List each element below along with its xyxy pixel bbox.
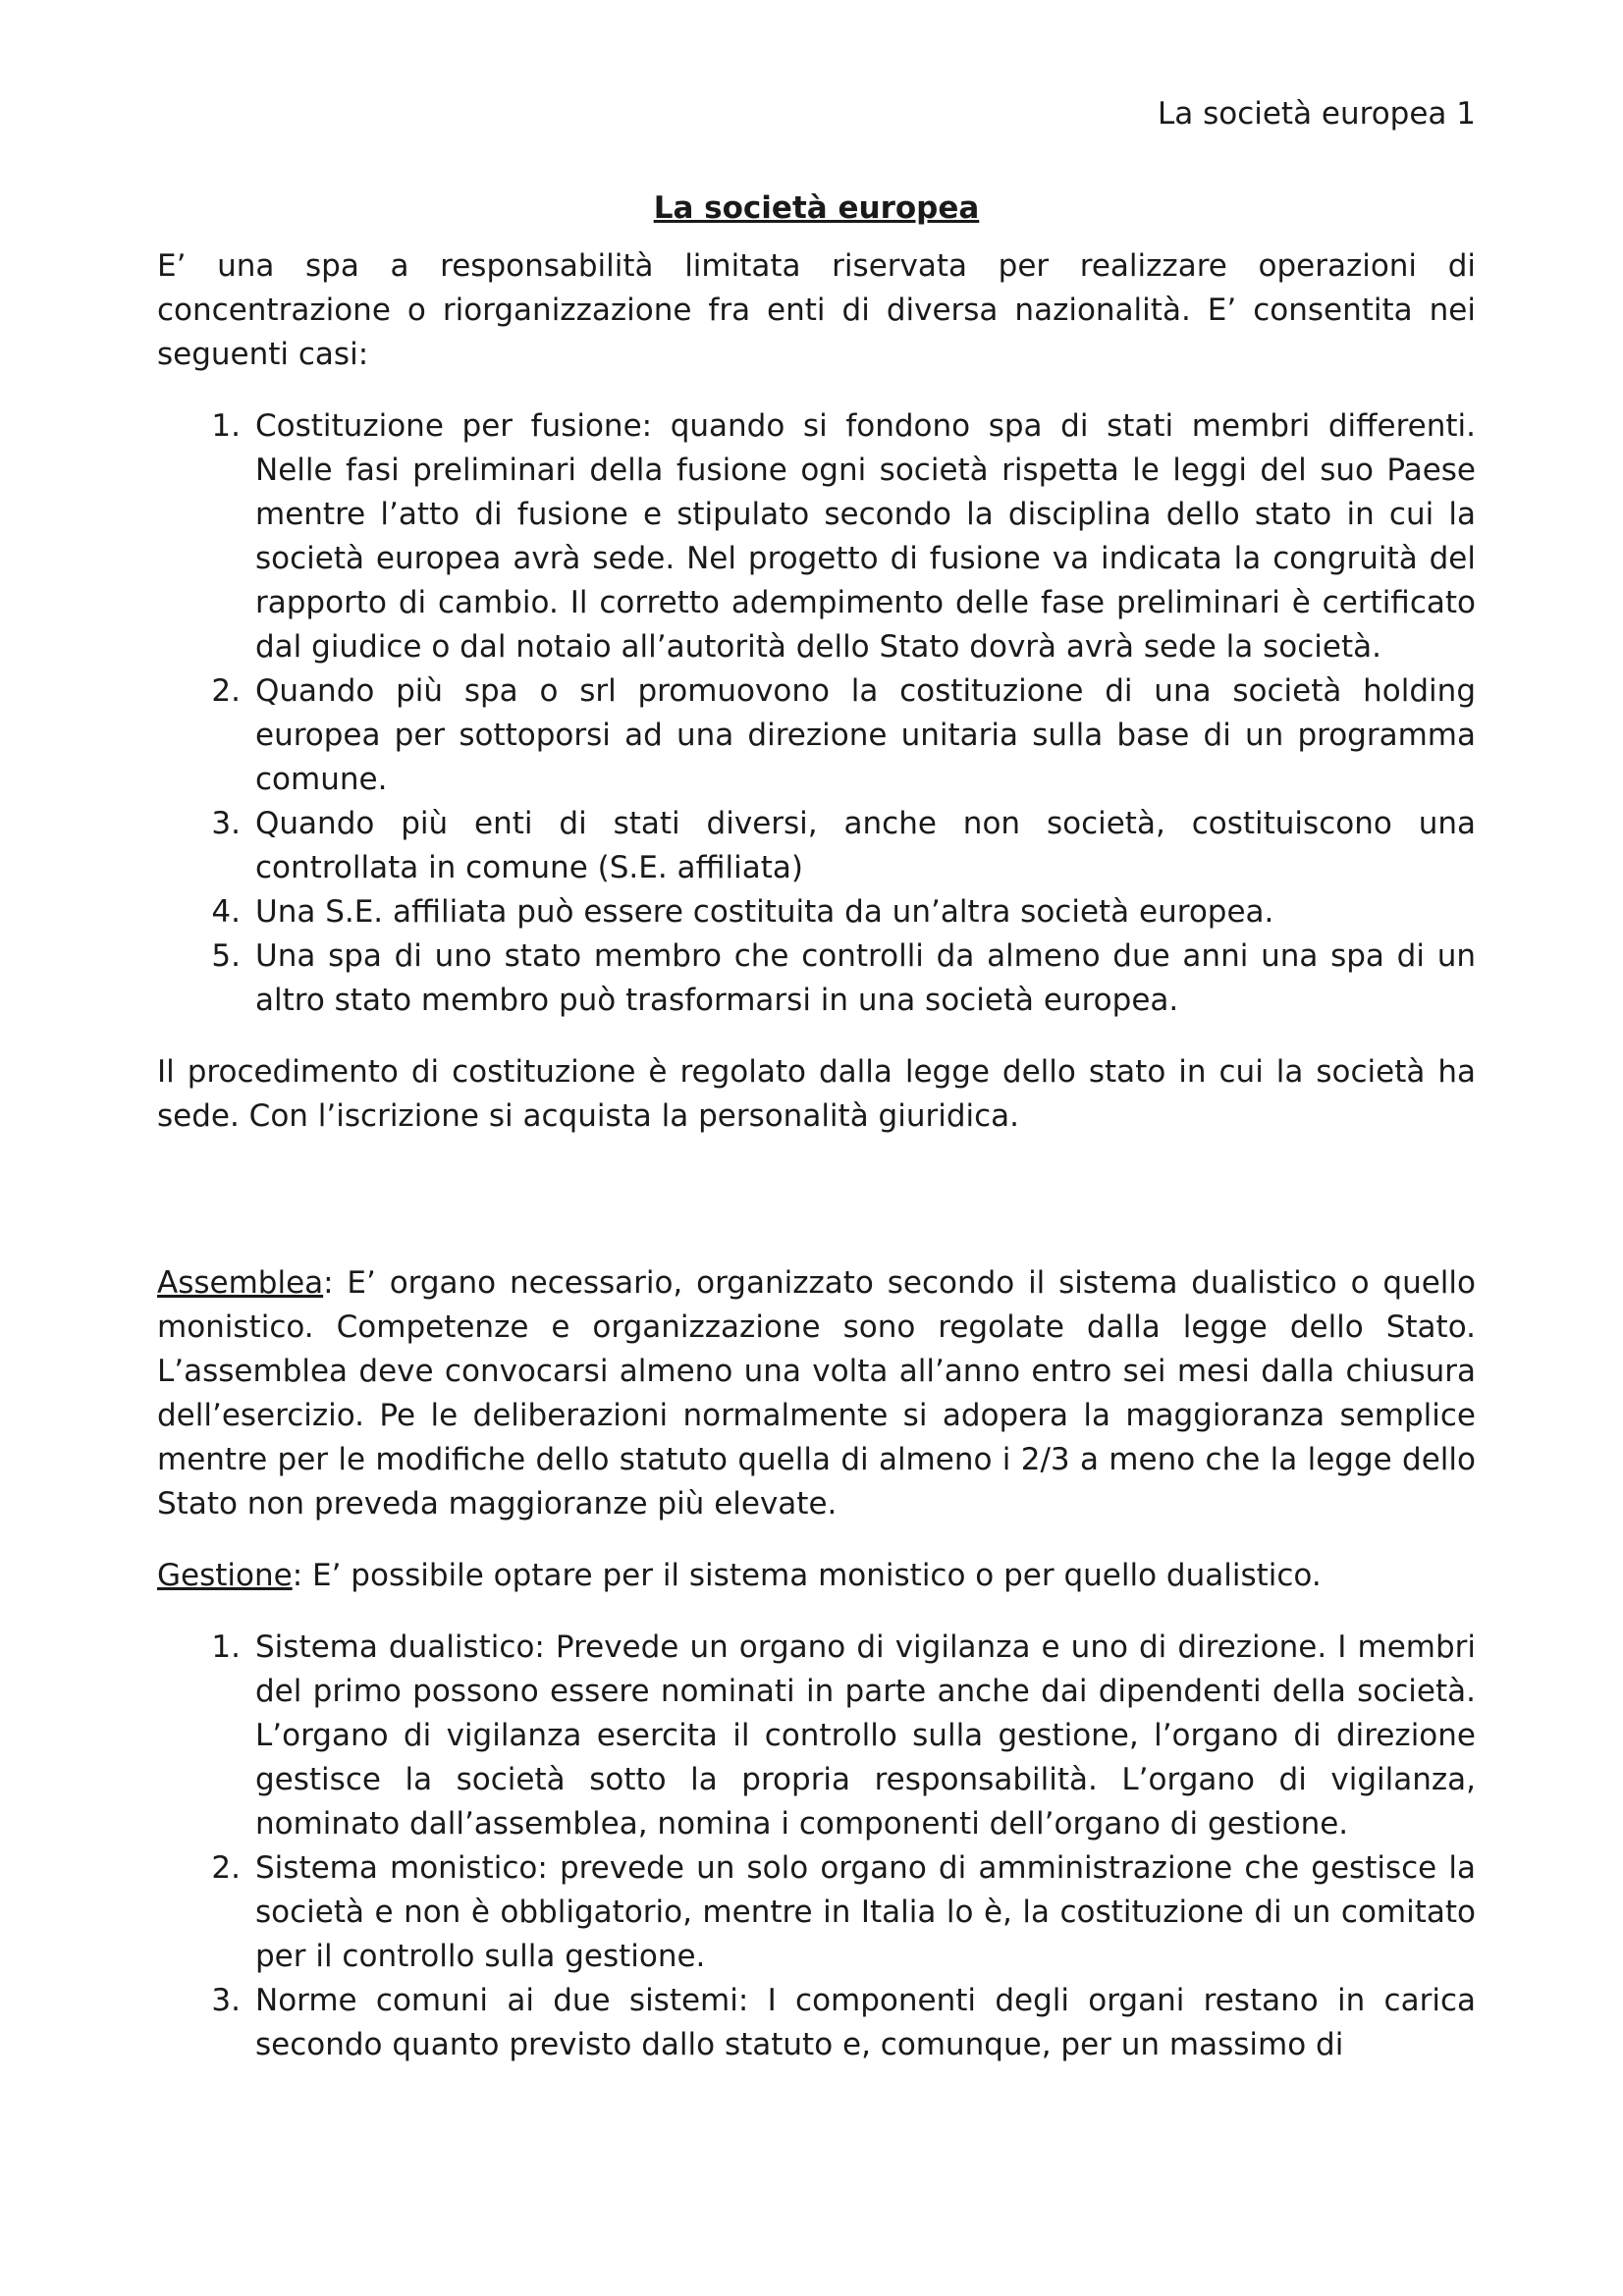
list-item — [157, 934, 1476, 1023]
list-item-number: 4. — [211, 894, 241, 930]
list-item — [157, 669, 1476, 802]
list-item-text: Sistema dualistico: Prevede un organo di vigilanza e uno di direzione. I membri del primo possono essere nominati in parte anche dai dipendenti della società. L’organo di vigilanza esercita il controllo sulla gestione, l’organo di direzione gestisce la società sotto la propria responsabilità. L’organo di vigilanza, nominato dall’assemblea, nomina i componenti dell’organo di gestione. — [255, 1629, 1476, 1842]
list-item-text: Una S.E. affiliata può essere costituita da un’altra società europea. — [255, 894, 1274, 930]
list-item-number: 2. — [211, 1850, 241, 1886]
list-item-number: 1. — [211, 1629, 241, 1665]
assemblea-paragraph — [157, 1261, 1476, 1526]
list-item-text: Norme comuni ai due sistemi: I componenti degli organi restano in carica secondo quanto previsto dallo statuto e, comunque, per un massimo di — [255, 1983, 1476, 2062]
list-item-text: Sistema monistico: prevede un solo organo di amministrazione che gestisce la società e non è obbligatorio, mentre in Italia lo è, la costituzione di un comitato per il controllo sulla gestione. — [255, 1850, 1476, 1974]
gestione-paragraph — [157, 1554, 1476, 1598]
list-item — [157, 1626, 1476, 1846]
gestione-text: : E’ possibile optare per il sistema monistico o per quello dualistico. — [292, 1558, 1322, 1593]
page-content — [157, 187, 1476, 2067]
list-item — [157, 1846, 1476, 1979]
list-item-text: Quando più enti di stati diversi, anche non società, costituiscono una controllata in comune (S.E. affiliata) — [255, 806, 1476, 885]
list-item-text: Quando più spa o srl promuovono la costituzione di una società holding europea per sottoporsi ad una direzione unitaria sulla base di un programma comune. — [255, 673, 1476, 797]
list-item — [157, 802, 1476, 890]
list-item — [157, 404, 1476, 669]
procedure-paragraph: Il procedimento di costituzione è regolato dalla legge dello stato in cui la società ha sede. Con l’iscrizione si acquista la personalità giuridica. — [157, 1054, 1476, 1134]
list-item-number: 5. — [211, 938, 241, 974]
assemblea-text: : E’ organo necessario, organizzato secondo il sistema dualistico o quello monistico. Competenze e organizzazione sono regolate dalla legge dello Stato. L’assemblea deve convocarsi almeno una volta all’anno entro sei mesi dalla chiusura dell’esercizio. Pe le deliberazioni normalmente si adopera la maggioranza semplice mentre per le modifiche dello statuto quella di almeno i 2/3 a meno che la legge dello Stato non preveda maggioranze più elevate. — [157, 1265, 1476, 1522]
list-item-number: 3. — [211, 806, 241, 841]
list-item-number: 1. — [211, 408, 241, 444]
gestione-heading: Gestione — [157, 1558, 293, 1593]
document-title: La società europea — [653, 190, 980, 226]
list-item — [157, 890, 1476, 934]
list-item-text: Costituzione per fusione: quando si fondono spa di stati membri differenti. Nelle fasi preliminari della fusione ogni società rispetta le leggi del suo Paese mentre l’atto di fusione e stipulato secondo la disciplina dello stato in cui la società europea avrà sede. Nel progetto di fusione va indicata la congruità del rapporto di cambio. Il corretto adempimento delle fase preliminari è certificato dal giudice o dal notaio all’autorità dello Stato dovrà avrà sede la società. — [255, 408, 1476, 665]
systems-list — [157, 1626, 1476, 2067]
list-item-number: 3. — [211, 1983, 241, 2018]
assemblea-heading: Assemblea — [157, 1265, 324, 1301]
list-item — [157, 1979, 1476, 2067]
intro-paragraph: E’ una spa a responsabilità limitata riservata per realizzare operazioni di concentrazione o riorganizzazione fra enti di diversa nazionalità. E’ consentita nei seguenti casi: — [157, 248, 1476, 372]
list-item-number: 2. — [211, 673, 241, 709]
running-header: La società europea 1 — [1157, 96, 1476, 132]
cases-list — [157, 404, 1476, 1023]
list-item-text: Una spa di uno stato membro che controlli da almeno due anni una spa di un altro stato membro può trasformarsi in una società europea. — [255, 938, 1476, 1018]
